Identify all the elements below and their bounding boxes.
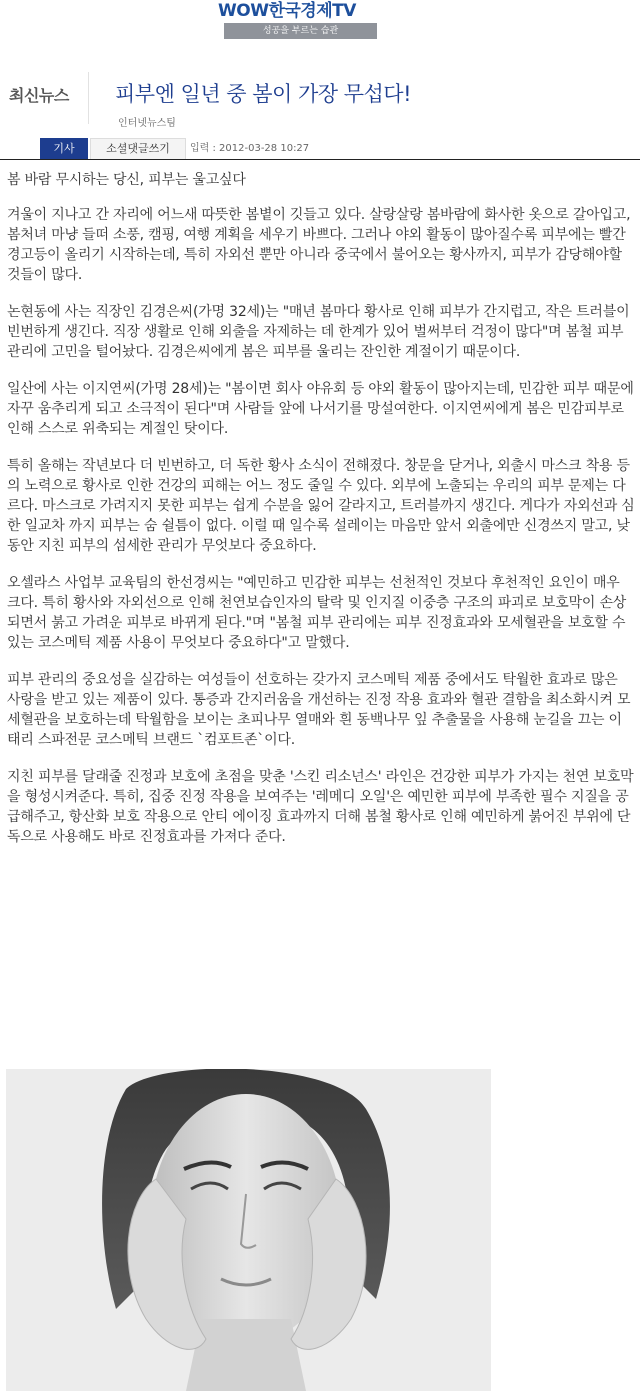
article-paragraph-7: 지친 피부를 달래줄 진정과 보호에 초점을 맞춘 '스킨 리소넌스' 라인은 건강한 피부가 가지는 천연 보호막을 형성시켜준다. 특히, 집중 진정 작용을 보여주는 '레메디 오일'은 예민한 피부에 부족한 필수 지질을 공급해주고, 항산화 보호 작용으로 안티 에이징 효과까지 더해 봄철 황사로 인해 예민하게 붉어진 부위에 단독으로 사용해도 바로 진정효과를 가져다 준다. [7,769,634,845]
article-body [7,170,635,864]
article-paragraph-1: 겨울이 지나고 간 자리에 어느새 따뜻한 봄볕이 깃들고 있다. 살랑살랑 봄바람에 화사한 옷으로 갈아입고, 봄처녀 마냥 들떠 소풍, 캠핑, 여행 계획을 세우기 바쁘다. 그러나 야외 활동이 많아질수록 피부에는 빨간 경고등이 올리기 시작하는데, 특히 자외선 뿐만 아니라 중국에서 불어오는 황사까지, 피부가 감당해야할 것들이 많다. [7,207,631,283]
logo-title: WOW한국경제TV [218,1,356,21]
article-date: 입력 : 2012-03-28 10:27 [190,143,310,154]
header-divider [88,72,89,124]
article-paragraph-6: 피부 관리의 중요성을 실감하는 여성들이 선호하는 갖가지 코스메틱 제품 중에서도 탁월한 효과로 많은 사랑을 받고 있는 제품이 있다. 통증과 간지러움을 개선하는 진정 작용 효과와 혈관 결함을 최소화시켜 모세혈관을 보호하는데 탁월함을 보이는 초피나무 열매와 흰 동백나무 잎 추출물을 사용해 눈길을 끄는 이태리 스파전문 코스메틱 브랜드 `컴포트존`이다. [7,672,631,748]
article-tabbar [0,138,640,160]
article-paragraph-3: 일산에 사는 이지연씨(가명 28세)는 "봄이면 회사 야유회 등 야외 활동이 많아지는데, 민감한 피부 때문에 자꾸 움추리게 되고 소극적이 된다"며 사람들 앞에 나서기를 망설여한다. 이지연씨에게 봄은 민감피부로 인해 스스로 위축되는 계절인 탓이다. [7,381,634,437]
logo-tagline: 성공을 부르는 습관 [224,23,377,39]
tab-social-comment[interactable]: 소셜댓글쓰기 [90,138,186,159]
article-headline: 피부엔 일년 중 봄이 가장 무섭다! [115,82,412,106]
woman-face-photo [6,1069,491,1391]
site-logo[interactable] [218,0,383,42]
article-paragraph-4: 특히 올해는 작년보다 더 빈번하고, 더 독한 황사 소식이 전해졌다. 창문을 닫거나, 외출시 마스크 착용 등의 노력으로 황사로 인한 건강의 피해는 어느 정도 줄일 수 있다. 외부에 노출되는 우리의 피부 문제는 다르다. 마스크로 가려지지 못한 피부는 쉽게 수분을 잃어 갈라지고, 트러블까지 생긴다. 게다가 자외선과 심한 일교차 까지 피부는 숨 쉴틈이 없다. 이럴 때 일수록 설레이는 마음만 앞서 외출에만 신경쓰지 말고, 낮 동안 지친 피부의 섬세한 관리가 무엇보다 중요하다. [7,458,635,554]
woman-face-illustration [6,1069,491,1391]
article-paragraph-5: 오셀라스 사업부 교육팀의 한선경씨는 "예민하고 민감한 피부는 선천적인 것보다 후천적인 요인이 매우 크다. 특히 황사와 자외선으로 인해 천연보습인자의 탈락 및 인지질 이중층 구조의 파괴로 보호막이 손상되면서 붉고 가려운 피부로 바뀌게 된다."며 "봄철 피부 관리에는 피부 진정효과와 모세혈관을 보호할 수 있는 코스메틱 제품 사용이 무엇보다 중요하다"고 말했다. [7,575,627,651]
section-label: 최신뉴스 [9,86,69,105]
article-paragraph-2: 논현동에 사는 직장인 김경은씨(가명 32세)는 "매년 봄마다 황사로 인해 피부가 간지럽고, 작은 트러블이 빈번하게 생긴다. 직장 생활로 인해 외출을 자제하는 데 한계가 있어 벌써부터 걱정이 많다"며 봄철 피부 관리에 고민을 털어놨다. 김경은씨에게 봄은 피부를 울리는 잔인한 계절이기 때문이다. [7,304,630,360]
article-lead: 봄 바람 무시하는 당신, 피부는 울고싶다 [7,172,246,188]
article-source: 인터넷뉴스팀 [118,118,176,129]
tab-article[interactable]: 기사 [40,138,88,159]
